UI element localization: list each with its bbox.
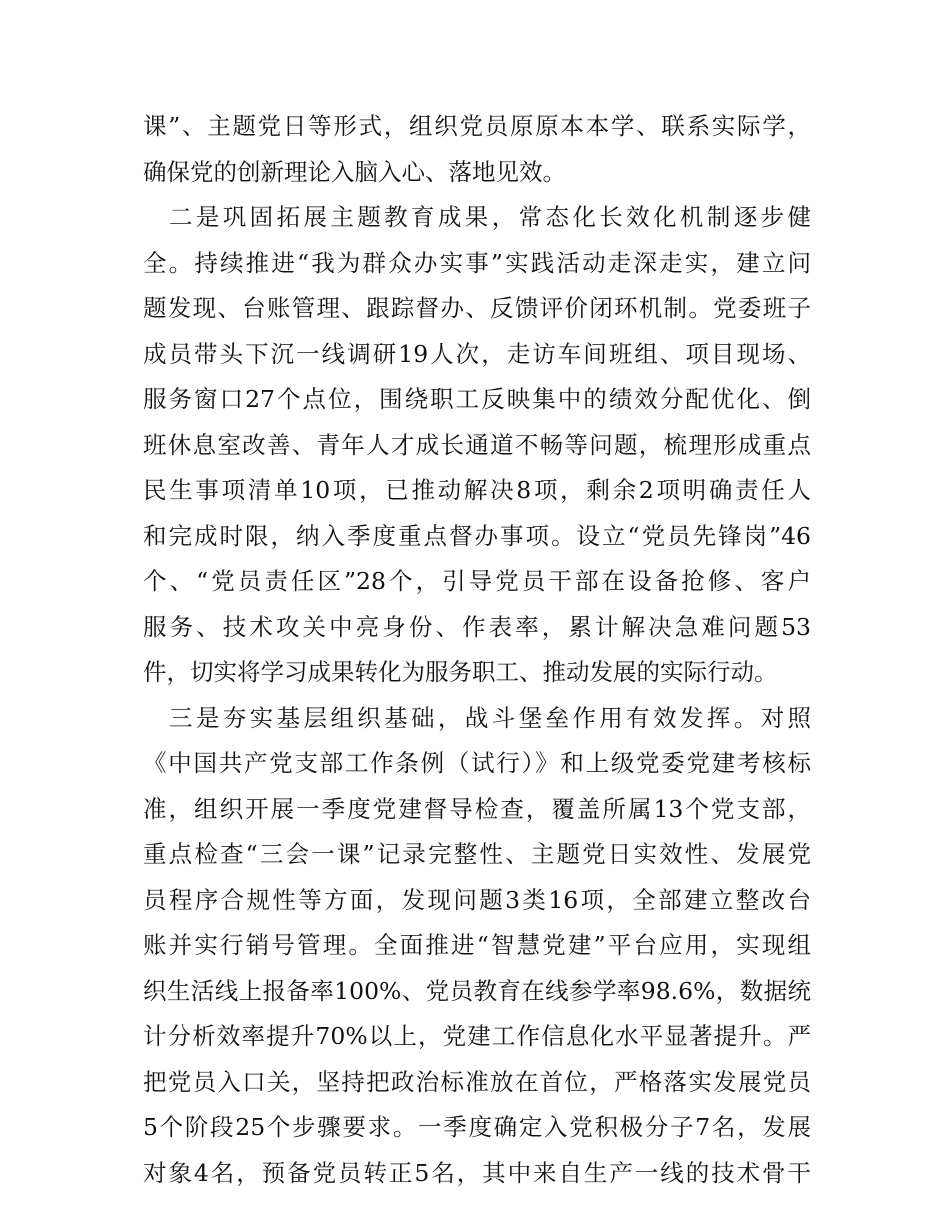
text-line: 《中国共产党支部工作条例（试行）》和上级党委党建考核标 [143,749,811,777]
text-line: 二是巩固拓展主题教育成果，常态化长效化机制逐步健 [169,203,811,231]
paragraph-point-three [143,696,811,1197]
text-line: 把党员入口关，坚持把政治标准放在首位，严格落实发展党员 [143,1067,811,1096]
paragraph-point-two [143,195,811,696]
text-line: 服务窗口27个点位，围绕职工反映集中的绩效分配优化、倒 [143,385,811,413]
text-line: 件，切实将学习成果转化为服务职工、推动发展的实际行动。 [143,658,778,686]
text-line: 员程序合规性等方面，发现问题3类16项，全部建立整改台 [143,885,811,914]
text-line: 个、“党员责任区”28个，引导党员干部在设备抢修、客户 [143,567,811,595]
text-line: 全。持续推进“我为群众办实事”实践活动走深走实，建立问 [143,248,811,277]
text-line: 课”、主题党日等形式，组织党员原原本本学、联系实际学， [143,112,811,140]
text-line: 班休息室改善、青年人才成长通道不畅等问题，梳理形成重点 [143,430,811,459]
text-line: 重点检查“三会一课”记录完整性、主题党日实效性、发展党 [143,840,811,868]
text-line: 服务、技术攻关中亮身份、作表率，累计解决急难问题53 [143,612,811,641]
body-text [143,104,811,1196]
text-line: 计分析效率提升70%以上，党建工作信息化水平显著提升。严 [143,1022,811,1050]
text-line: 5个阶段25个步骤要求。一季度确定入党积极分子7名，发展 [143,1113,811,1141]
text-line: 账并实行销号管理。全面推进“智慧党建”平台应用，实现组 [143,931,811,959]
text-line: 成员带头下沉一线调研19人次，走访车间班组、项目现场、 [143,339,811,368]
text-line: 对象4名，预备党员转正5名，其中来自生产一线的技术骨干 [143,1158,811,1187]
text-line: 织生活线上报备率100%、党员教育在线参学率98.6%，数据统 [143,976,811,1005]
text-line: 准，组织开展一季度党建督导检查，覆盖所属13个党支部， [143,794,811,823]
text-line: 确保党的创新理论入脑入心、落地见效。 [143,157,566,186]
text-line: 三是夯实基层组织基础，战斗堡垒作用有效发挥。对照 [169,703,811,732]
text-line: 民生事项清单10项，已推动解决8项，剩余2项明确责任人 [143,476,811,504]
paragraph-continuation [143,104,811,195]
text-line: 题发现、台账管理、跟踪督办、反馈评价闭环机制。党委班子 [143,294,811,322]
text-line: 和完成时限，纳入季度重点督办事项。设立“党员先锋岗”46 [143,521,811,550]
